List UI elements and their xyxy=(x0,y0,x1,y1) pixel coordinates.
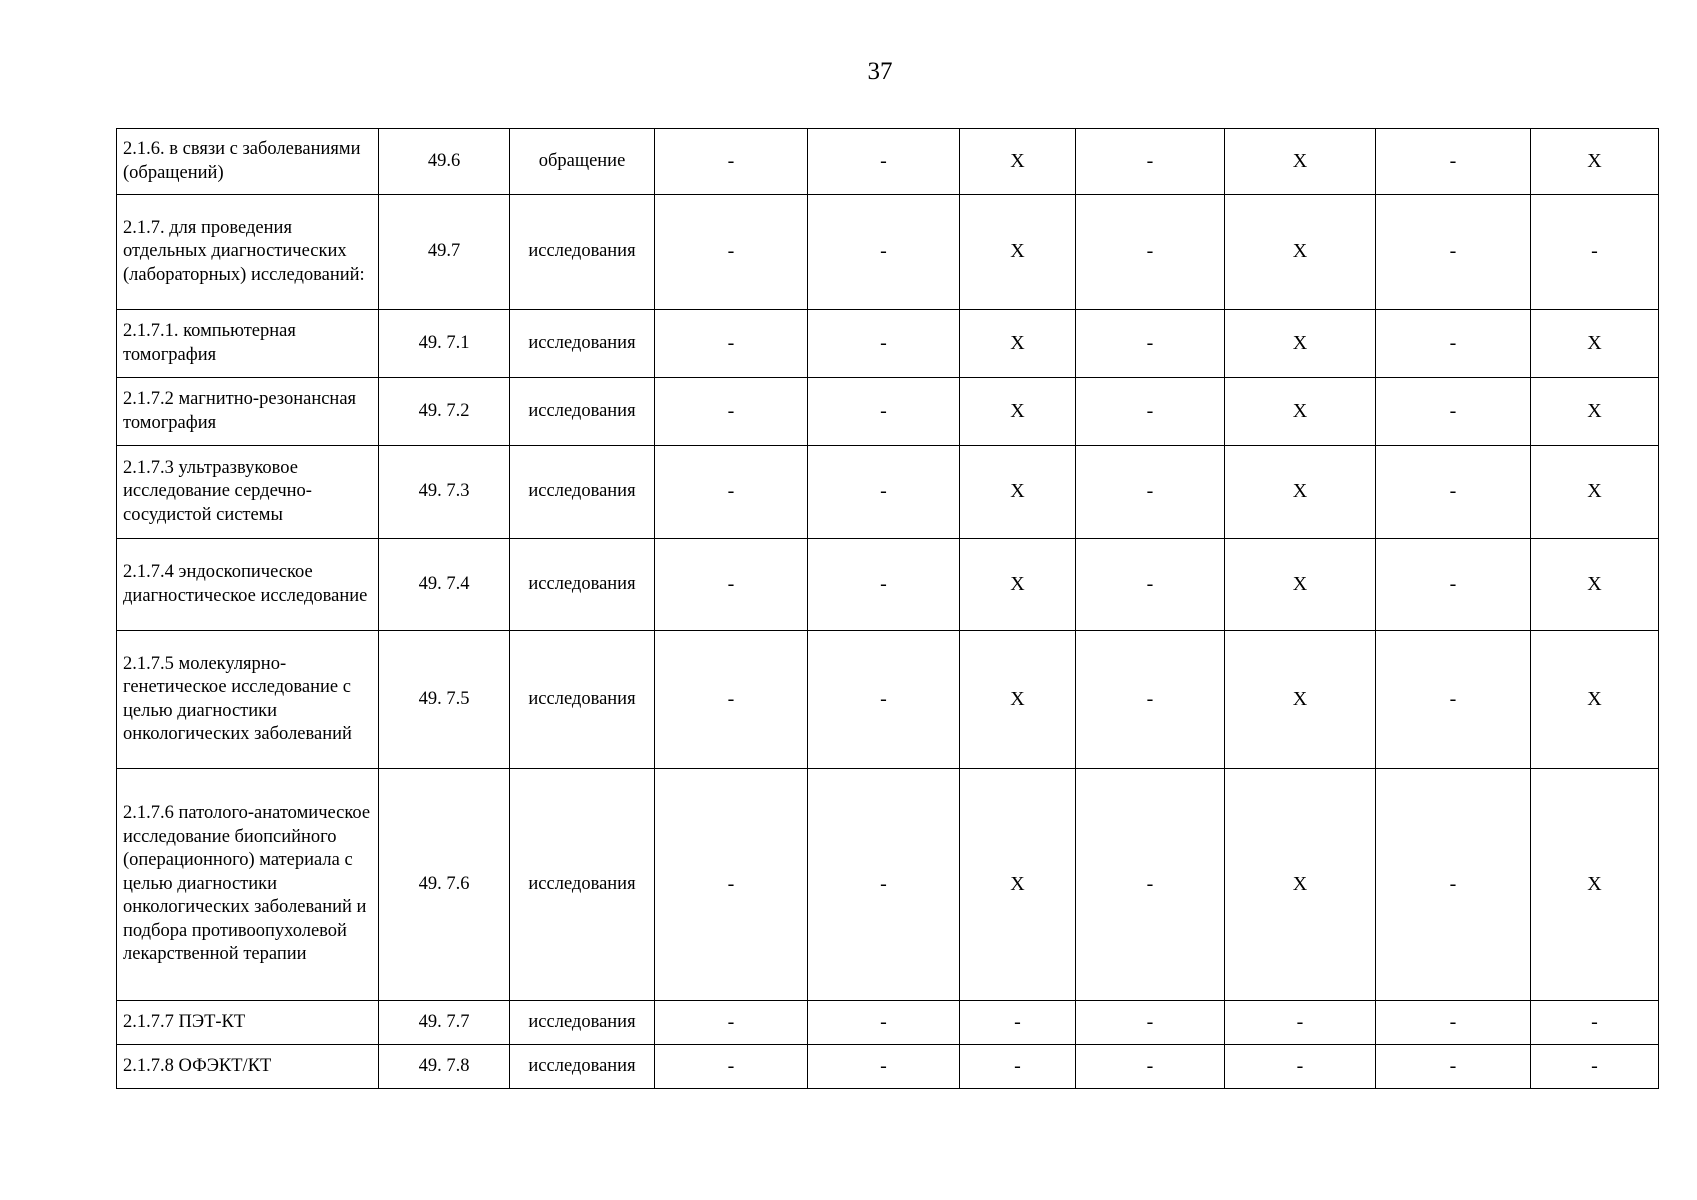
row-unit-cell: исследования xyxy=(510,1001,655,1045)
row-unit-cell: исследования xyxy=(510,195,655,310)
row-unit-cell: исследования xyxy=(510,631,655,769)
row-value-cell: X xyxy=(1225,539,1376,631)
row-value-cell: - xyxy=(1376,446,1531,539)
row-code-cell: 49. 7.7 xyxy=(379,1001,510,1045)
row-name-cell: 2.1.7.8 ОФЭКТ/КТ xyxy=(117,1045,379,1089)
row-unit-cell: исследования xyxy=(510,378,655,446)
row-value-cell: - xyxy=(655,539,808,631)
row-value-cell: - xyxy=(1531,1045,1659,1089)
table-row xyxy=(117,129,1659,195)
row-value-cell: - xyxy=(1531,195,1659,310)
row-value-cell: - xyxy=(655,1045,808,1089)
row-value-cell: - xyxy=(1076,539,1225,631)
table-row xyxy=(117,769,1659,1001)
row-value-cell: - xyxy=(1076,378,1225,446)
row-unit-cell: исследования xyxy=(510,769,655,1001)
table-row xyxy=(117,1001,1659,1045)
row-value-cell: - xyxy=(1376,631,1531,769)
row-value-cell: - xyxy=(808,1001,960,1045)
row-name-cell: 2.1.7.7 ПЭТ-КТ xyxy=(117,1001,379,1045)
row-unit-cell: исследования xyxy=(510,310,655,378)
row-value-cell: - xyxy=(1531,1001,1659,1045)
row-code-cell: 49. 7.8 xyxy=(379,1045,510,1089)
row-value-cell: - xyxy=(808,446,960,539)
row-value-cell: - xyxy=(655,129,808,195)
row-value-cell: X xyxy=(960,378,1076,446)
row-value-cell: - xyxy=(1076,310,1225,378)
row-value-cell: - xyxy=(808,539,960,631)
row-value-cell: X xyxy=(1531,539,1659,631)
row-value-cell: - xyxy=(1225,1045,1376,1089)
row-value-cell: - xyxy=(655,195,808,310)
table-row xyxy=(117,310,1659,378)
row-name-cell: 2.1.7. для проведения отдельных диагностических (лабораторных) исследований: xyxy=(117,195,379,310)
table-row xyxy=(117,631,1659,769)
data-table xyxy=(116,128,1659,1089)
row-code-cell: 49. 7.5 xyxy=(379,631,510,769)
row-value-cell: - xyxy=(655,769,808,1001)
row-name-cell: 2.1.7.3 ультразвуковое исследование сердечно-сосудистой системы xyxy=(117,446,379,539)
row-value-cell: - xyxy=(1376,195,1531,310)
row-value-cell: - xyxy=(1225,1001,1376,1045)
row-unit-cell: исследования xyxy=(510,1045,655,1089)
row-value-cell: - xyxy=(808,378,960,446)
row-value-cell: - xyxy=(655,310,808,378)
row-name-cell: 2.1.7.6 патолого-анатомическое исследование биопсийного (операционного) материала с целью диагностики онкологических заболеваний и подбора противоопухолевой лекарственной терапии xyxy=(117,769,379,1001)
row-value-cell: - xyxy=(808,129,960,195)
row-value-cell: X xyxy=(960,631,1076,769)
row-value-cell: - xyxy=(808,195,960,310)
row-unit-cell: обращение xyxy=(510,129,655,195)
row-value-cell: X xyxy=(1225,631,1376,769)
row-value-cell: - xyxy=(655,446,808,539)
row-code-cell: 49.7 xyxy=(379,195,510,310)
row-value-cell: X xyxy=(1531,631,1659,769)
row-value-cell: X xyxy=(1531,129,1659,195)
row-value-cell: - xyxy=(1076,195,1225,310)
row-value-cell: X xyxy=(1225,378,1376,446)
row-code-cell: 49. 7.2 xyxy=(379,378,510,446)
row-value-cell: - xyxy=(960,1045,1076,1089)
row-value-cell: - xyxy=(1376,1001,1531,1045)
row-value-cell: - xyxy=(1076,446,1225,539)
row-value-cell: X xyxy=(1531,446,1659,539)
row-value-cell: - xyxy=(1076,631,1225,769)
table-row xyxy=(117,378,1659,446)
row-value-cell: - xyxy=(1376,1045,1531,1089)
row-value-cell: X xyxy=(960,446,1076,539)
row-name-cell: 2.1.7.5 молекулярно-генетическое исследование с целью диагностики онкологических заболеваний xyxy=(117,631,379,769)
row-value-cell: X xyxy=(1225,129,1376,195)
row-value-cell: X xyxy=(1531,378,1659,446)
row-value-cell: X xyxy=(1225,195,1376,310)
row-value-cell: X xyxy=(1225,769,1376,1001)
row-value-cell: X xyxy=(960,129,1076,195)
row-value-cell: - xyxy=(808,310,960,378)
row-value-cell: - xyxy=(655,1001,808,1045)
row-value-cell: - xyxy=(1376,769,1531,1001)
row-name-cell: 2.1.7.2 магнитно-резонансная томография xyxy=(117,378,379,446)
row-value-cell: - xyxy=(1076,769,1225,1001)
row-value-cell: X xyxy=(960,769,1076,1001)
row-name-cell: 2.1.7.1. компьютерная томография xyxy=(117,310,379,378)
row-value-cell: - xyxy=(1376,129,1531,195)
row-code-cell: 49.6 xyxy=(379,129,510,195)
row-value-cell: X xyxy=(960,195,1076,310)
row-unit-cell: исследования xyxy=(510,539,655,631)
row-value-cell: X xyxy=(1225,446,1376,539)
row-value-cell: - xyxy=(808,1045,960,1089)
row-value-cell: X xyxy=(960,310,1076,378)
row-value-cell: - xyxy=(1076,129,1225,195)
row-value-cell: X xyxy=(960,539,1076,631)
row-name-cell: 2.1.7.4 эндоскопическое диагностическое исследование xyxy=(117,539,379,631)
row-value-cell: - xyxy=(808,631,960,769)
row-value-cell: - xyxy=(1376,378,1531,446)
row-code-cell: 49. 7.1 xyxy=(379,310,510,378)
page-number: 37 xyxy=(867,58,893,85)
row-value-cell: - xyxy=(960,1001,1076,1045)
row-value-cell: - xyxy=(1376,310,1531,378)
row-value-cell: - xyxy=(1076,1001,1225,1045)
row-code-cell: 49. 7.3 xyxy=(379,446,510,539)
row-name-cell: 2.1.6. в связи с заболеваниями (обращений) xyxy=(117,129,379,195)
row-value-cell: - xyxy=(655,378,808,446)
row-code-cell: 49. 7.4 xyxy=(379,539,510,631)
table-row xyxy=(117,1045,1659,1089)
row-value-cell: - xyxy=(808,769,960,1001)
row-unit-cell: исследования xyxy=(510,446,655,539)
row-value-cell: X xyxy=(1531,310,1659,378)
row-value-cell: X xyxy=(1225,310,1376,378)
row-value-cell: - xyxy=(1076,1045,1225,1089)
row-value-cell: - xyxy=(1376,539,1531,631)
row-value-cell: X xyxy=(1531,769,1659,1001)
table-row xyxy=(117,446,1659,539)
row-value-cell: - xyxy=(655,631,808,769)
row-code-cell: 49. 7.6 xyxy=(379,769,510,1001)
table-row xyxy=(117,539,1659,631)
table-row xyxy=(117,195,1659,310)
